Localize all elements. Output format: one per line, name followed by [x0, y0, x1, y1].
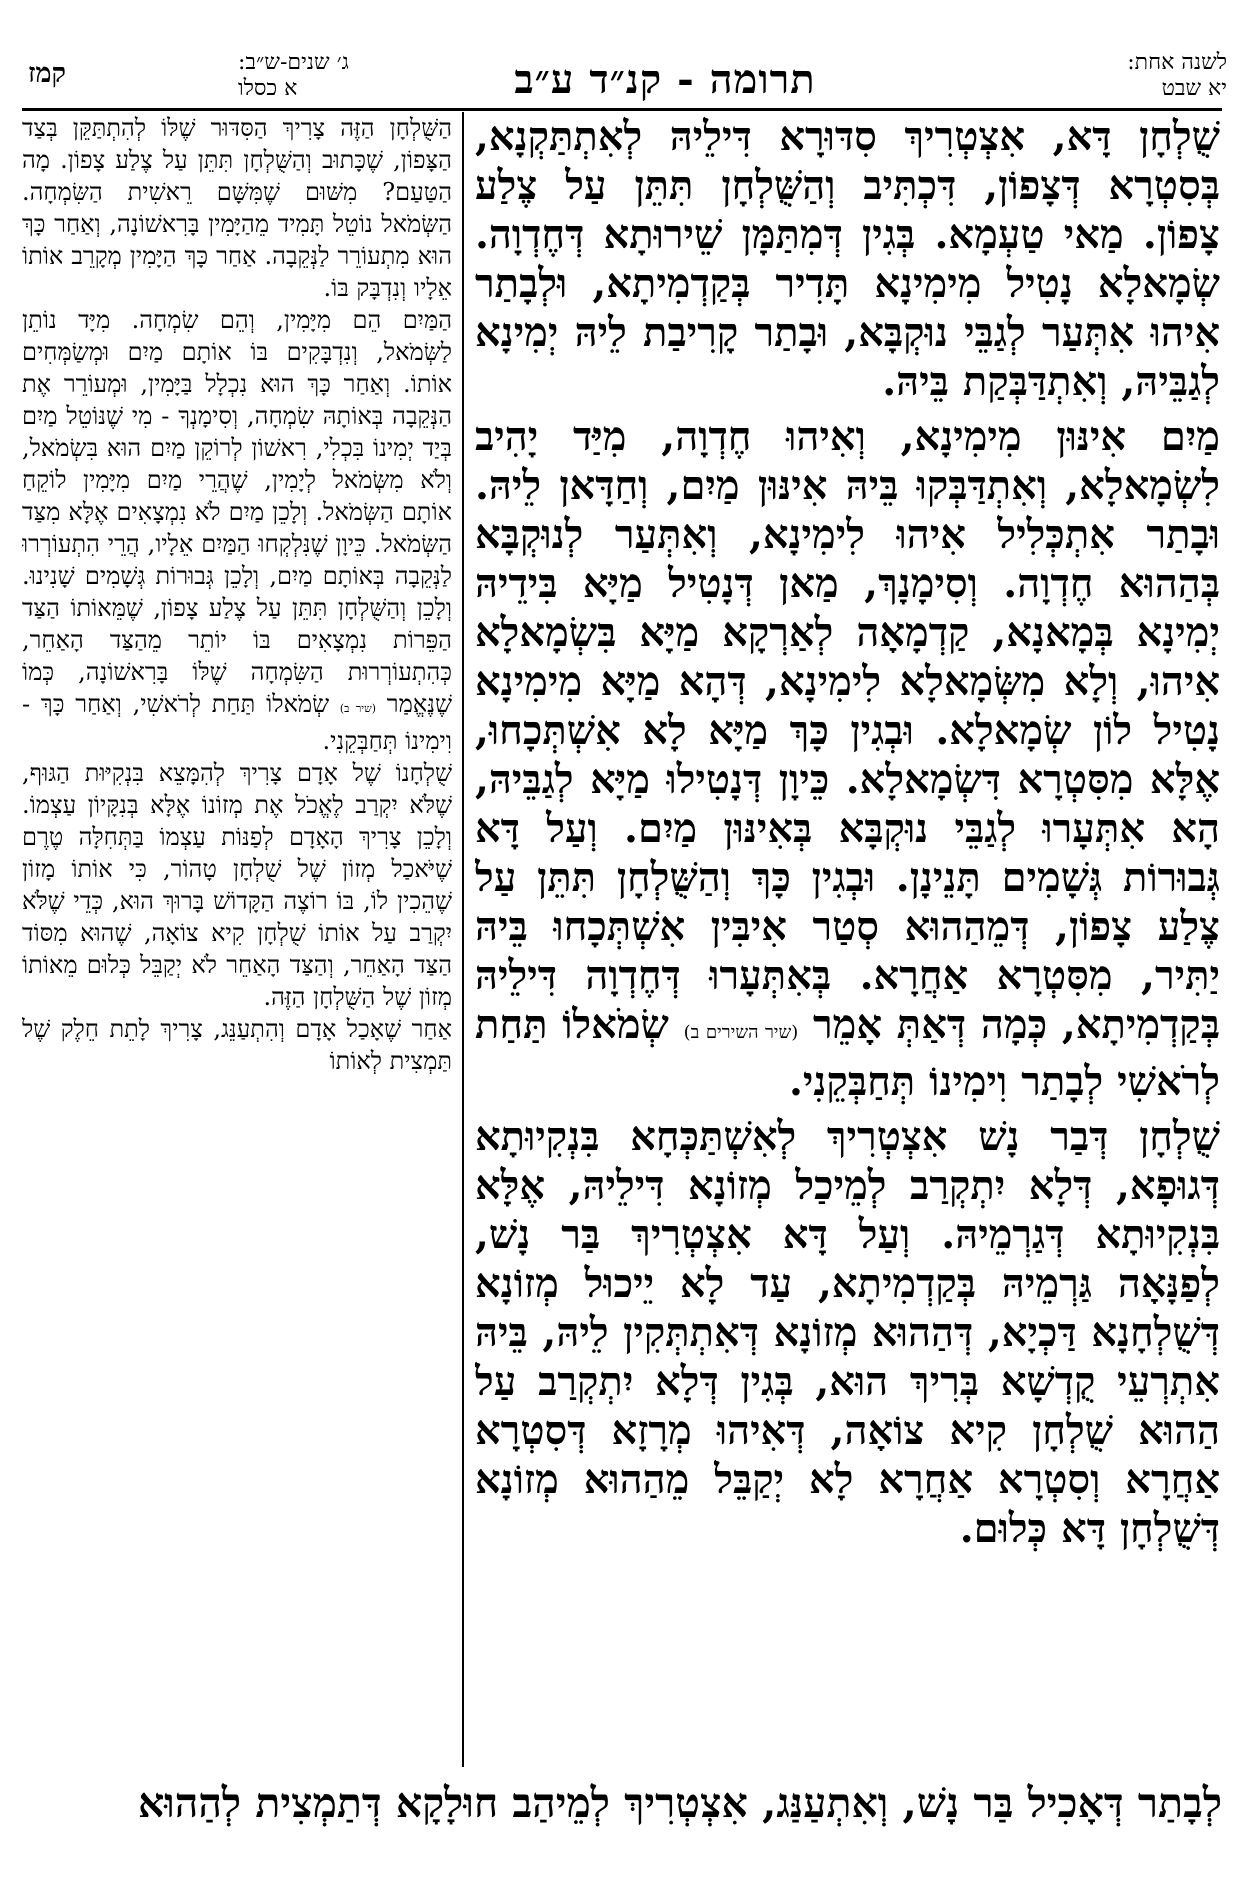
zohar-paragraph-2-body: מַיִם אִינּוּן מִימִינָא, וְאִיהוּ חֶדְוָה, מִיַּד יָהִיב לִשְׂמָאלָא, וְאִתְדַּבְּקוּ בֵּיהּ אִינּוּן מַיִם, וְחַדָּאן לֵיהּ. וּבָתַר אִתְכְּלִיל אִיהוּ לִימִינָא, וְאִתְּעַר לְנוּקְבָּא בְּהַהוּא חֶדְוָה. וְסִימָנָךְ, מַאן דְּנָטִיל מַיָּא בִּידֵיהּ יְמִינָא בְּמָאנָא, קַדְמָאָה לְאַרְקָא מַיָּא בִּשְׂמָאלָא אִיהוּ, וְלָא מִשְּׂמָאלָא לִימִינָא, דְּהָא מַיָּא מִימִינָא נָטִיל לוֹן שְׂמָאלָא. וּבְגִין כָּךְ מַיָּא לָא אִשְׁתְּכָחוּ, אֶלָּא מִסִּטְרָא דִּשְׂמָאלָא. כֵּיוָן דְּנָטִילוּ מַיָּא לְגַבֵּיהּ, הָא אִתְּעָרוּ לְגַבֵּי נוּקְבָּא בְּאִינּוּן מַיִם. וְעַל דָּא גְּבוּרוֹת גְּשָׁמִים תָּנֵינָן. וּבְגִין כָּךְ וְהַשֻּׁלְחָן תִּתֵּן עַל צֶלַע צָפוֹן, דְּמֵהַהוּא סְטַר אִיבִּין אִשְׁתְּכָחוּ בֵּיהּ יַתִּיר, מִסִּטְרָא אַחֲרָא. בְּאִתְּעָרוּ דְּחֶדְוָה דִּילֵיהּ בְּקַדְמִיתָא, כְּמָה דְּאַתְּ אָמֵר — [475, 413, 1220, 1048]
schedule-left-line1: ג׳ שנים-ש״ב: — [238, 50, 349, 75]
translation-paragraph-2 — [22, 304, 452, 757]
translation-paragraph-1: הַשֻּׁלְחָן הַזֶּה צָרִיךְ הַסִּדּוּר שֶׁלּוֹ לְהִתְתַּקֵּן בְּצַד הַצָּפוֹן, שֶׁכָּתוּב וְהַשֻּׁלְחָן תִּתֵּן עַל צֶלַע צָפוֹן. מָה הַטַּעַם? מִשּׁוּם שֶׁמִּשָּׁם רֵאשִׁית הַשִּׂמְחָה. הַשְּׂמֹאל נוֹטֵל תָּמִיד מֵהַיָּמִין בָּרִאשׁוֹנָה, וְאַחַר כָּךְ הוּא מִתְעוֹרֵר לַנְּקֵבָה. אַחַר כָּךְ הַיָּמִין מְקָרֵב אוֹתוֹ אֵלָיו וְנִדְבָּק בּוֹ. — [22, 114, 452, 302]
schedule-left-line2: א כסלו — [238, 76, 298, 101]
study-schedule-left — [238, 50, 428, 102]
zohar-text-column — [475, 112, 1220, 1772]
study-schedule-right — [1017, 50, 1227, 102]
zohar-verse-quote: שְׂמֹאלוֹ תַּחַת לְרֹאשִׁי לְבָתַר וִימִינוֹ תְּחַבְּקֵנִי. — [475, 1001, 1220, 1105]
translation-paragraph-4: אַחַר שֶׁאָכַל אָדָם וְהִתְעַנֵּג, צָרִיךְ לָתֵת חֵלֶק שֶׁל תַּמְצִית לְאוֹתוֹ — [22, 1015, 452, 1075]
page-number: קמז — [28, 58, 66, 89]
continuation-line: לְבָתַר דְּאָכִיל בַּר נָשׁ, וְאִתְעַנַּג, אִצְטְרִיךְ לְמֵיהַב חוּלָקָא דְּתַמְצִית לְהַהוּא — [137, 1779, 1222, 1827]
header-divider — [22, 108, 1222, 111]
zohar-source-citation: (שיר השירים ב) — [683, 1022, 799, 1043]
zohar-paragraph-2 — [475, 412, 1220, 1106]
page-title: תרומה - קנ״ד ע״ב — [514, 56, 816, 103]
translation-source-citation: (שיר ב) — [339, 702, 376, 715]
zohar-paragraph-1: שֻׁלְחָן דָּא, אִצְטְרִיךְ סִדּוּרָא דִּילֵיהּ לְאִתְתַּקְנָא, בְּסִטְרָא דְּצָפוֹן, דִּכְתִּיב וְהַשֻּׁלְחָן תִּתֵּן עַל צֶלַע צָפוֹן. מַאי טַעְמָא. בְּגִין דְּמִתַּמָּן שֵׁירוּתָא דְּחֶדְוָה. שְׂמָאלָא נָטִיל מִימִינָא תָּדִיר בְּקַדְמִיתָא, וּלְבָתַר אִיהוּ אִתְּעַר לְגַבֵּי נוּקְבָּא, וּבָתַר קָרִיבַת לֵיהּ יְמִינָא לְגַבֵּיהּ, וְאִתְדַּבְּקַת בֵּיהּ. — [475, 113, 1220, 405]
translation-paragraph-2-body: הַמַּיִם הֵם מִיָּמִין, וְהֵם שִׂמְחָה. מִיָּד נוֹתֵן לַשְּׂמֹאל, וְנִדְבָּקִים בּוֹ אוֹתָם מַיִם וּמְשַׂמְּחִים אוֹתוֹ. וְאַחַר כָּךְ הוּא נִכְלָל בַּיָּמִין, וּמְעוֹרֵר אֶת הַנְּקֵבָה בְּאוֹתָהּ שִׂמְחָה, וְסִימָנְךָ - מִי שֶׁנּוֹטֵל מַיִם בְּיַד יְמִינוֹ בִּכְלִי, רִאשׁוֹן לְרוֹקֵן מַיִם הוּא בִּשְׂמֹאל, וְלֹא מִשְּׂמֹאל לְיָמִין, שֶׁהֲרֵי מַיִם מִיָּמִין לוֹקֵחַ אוֹתָם הַשְּׂמֹאל. וְלָכֵן מַיִם לֹא נִמְצָאִים אֶלָּא מִצַּד הַשְּׂמֹאל. כֵּיוָן שֶׁנִּלְקְחוּ הַמַּיִם אֵלָיו, הֲרֵי הִתְעוֹרְרוּ לַנְּקֵבָה בְּאוֹתָם מַיִם, וְלָכֵן גְּבוּרוֹת גְּשָׁמִים שָׁנִינוּ. וְלָכֵן וְהַשֻּׁלְחָן תִּתֵּן עַל צֶלַע צָפוֹן, שֶׁמֵּאוֹתוֹ הַצַּד הַפֵּרוֹת נִמְצָאִים בּוֹ יוֹתֵר מֵהַצַּד הָאַחֵר, כְּהִתְעוֹרְרוּת הַשִּׂמְחָה שֶׁלּוֹ בָּרִאשׁוֹנָה, כְּמוֹ שֶׁנֶּאֱמַר — [22, 306, 452, 718]
column-divider — [462, 112, 464, 1767]
translation-verse-quote: שְׂמֹאלוֹ תַּחַת לְרֹאשִׁי, וְאַחַר כָּךְ - וִימִינוֹ תְּחַבְּקֵנִי. — [22, 690, 452, 755]
schedule-right-line1: לשנה אחת: — [1127, 50, 1227, 75]
zohar-paragraph-3: שֻׁלְחָן דְּבַר נָשׁ אִצְטְרִיךְ לְאִשְׁתַּכְּחָא בִּנְקִיוּתָא דְּגוּפָא, דְּלָא יִתְקְרַב לְמֵיכַל מְזוֹנָא דִּילֵיהּ, אֶלָּא בִּנְקִיוּתָא דְּגַרְמֵיהּ. וְעַל דָּא אִצְטְרִיךְ בַּר נָשׁ, לְפַנָּאָה גַּרְמֵיהּ בְּקַדְמִיתָא, עַד לָא יֵיכוּל מְזוֹנָא דְּשֻׁלְחָנָא דַּכְיָא, דְּהַהוּא מְזוֹנָא דְּאִתְתְּקִין לֵיהּ, בֵּיהּ אִתְרְעֵי קֻדְשָׁא בְּרִיךְ הוּא, בְּגִין דְּלָא יִתְקְרַב עַל הַהוּא שֻׁלְחָן קִיא צוֹאָה, דְּאִיהוּ מְרָזָא דְּסִטְרָא אַחֲרָא וְסִטְרָא אַחֲרָא לָא יְקַבֵּל מֵהַהוּא מְזוֹנָא דְּשֻׁלְחָן דָּא כְּלוּם. — [475, 1113, 1220, 1552]
schedule-right-line2: יא שבט — [1161, 76, 1227, 101]
translation-column — [22, 112, 452, 1772]
translation-paragraph-3: שֻׁלְחָנוֹ שֶׁל אָדָם צָרִיךְ לְהִמָּצֵא בִּנְקִיּוּת הַגּוּף, שֶׁלֹּא יִקְרַב לֶאֱכֹל אֶת מְזוֹנוֹ אֶלָּא בְּנִקָּיוֹן עַצְמוֹ. וְלָכֵן צָרִיךְ הָאָדָם לְפַנּוֹת עַצְמוֹ בַּתְּחִלָּה טֶרֶם שֶׁיֹּאכַל מְזוֹן שֶׁל שֻׁלְחָן טָהוֹר, כִּי אוֹתוֹ מָזוֹן שֶׁהֵכִין לוֹ, בּוֹ רוֹצֶה הַקָּדוֹשׁ בָּרוּךְ הוּא, כְּדֵי שֶׁלֹּא יִקְרַב עַל אוֹתוֹ שֻׁלְחָן קִיא צוֹאָה, שֶׁהוּא מִסּוֹד הַצַּד הָאַחֵר, וְהַצַּד הָאַחֵר לֹא יְקַבֵּל כְּלוּם מֵאוֹתוֹ מְזוֹן שֶׁל הַשֻּׁלְחָן הַזֶּה. — [22, 759, 452, 1011]
